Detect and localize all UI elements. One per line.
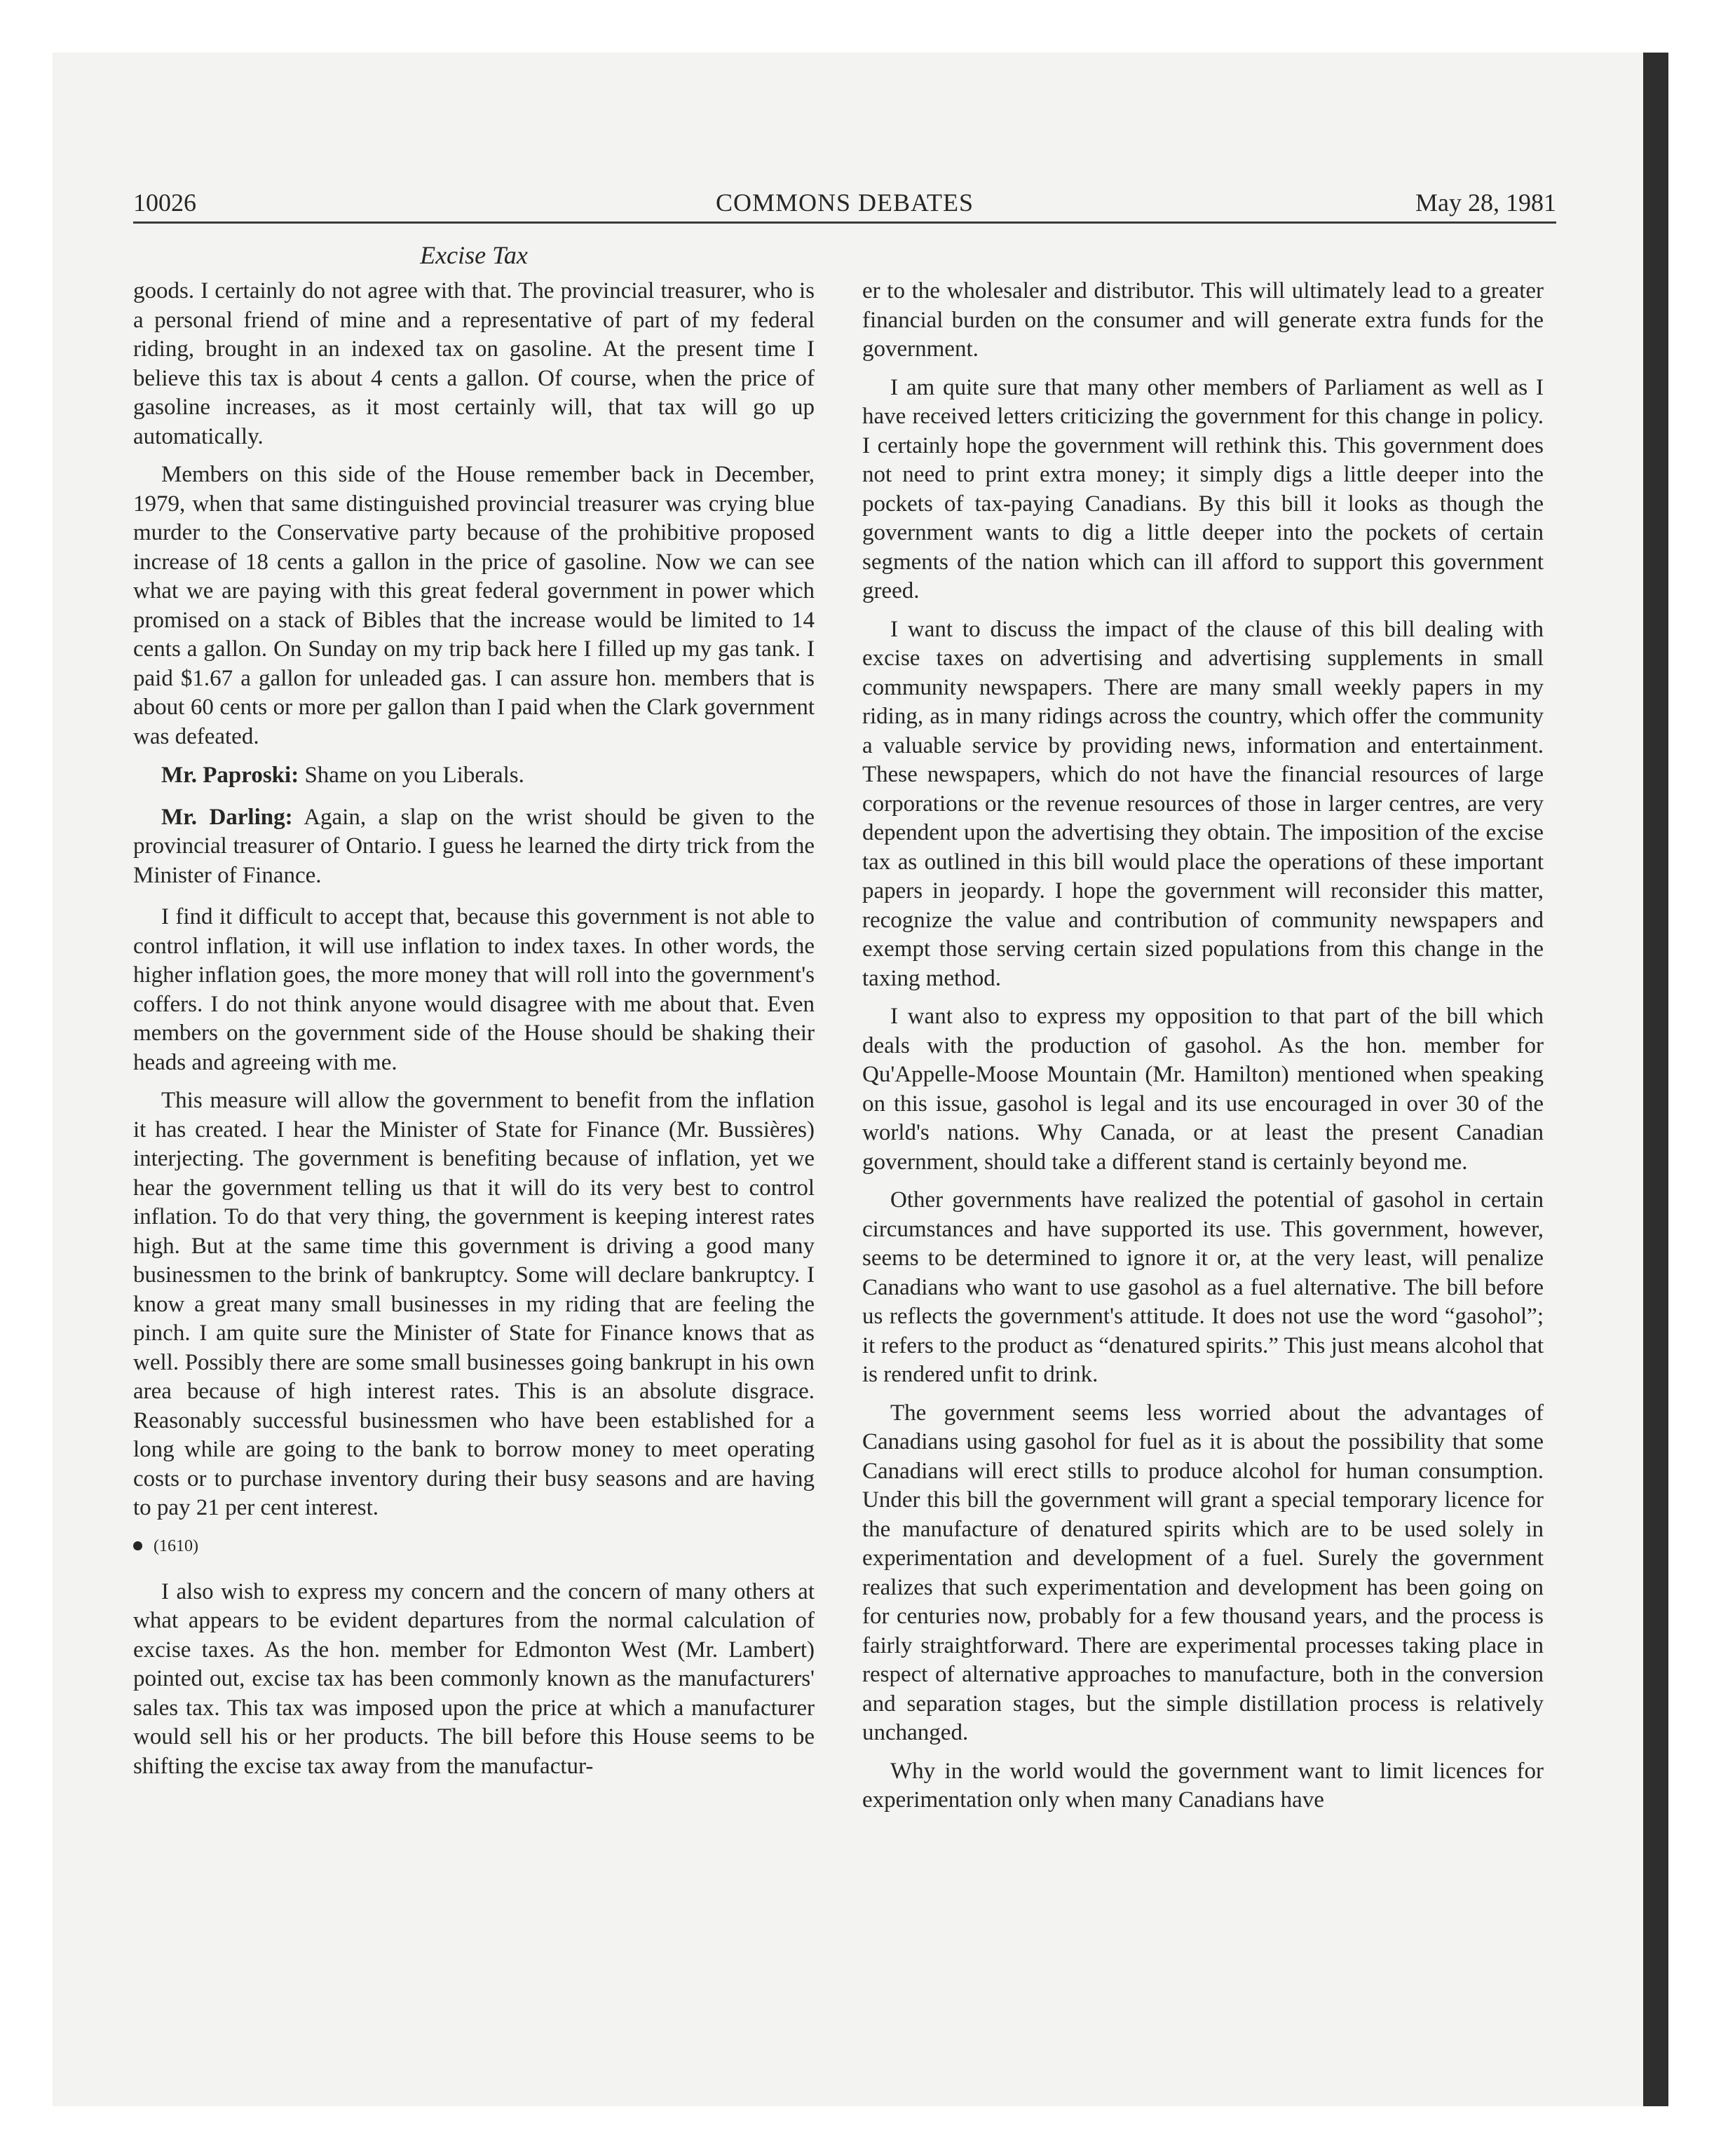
paragraph: I am quite sure that many other members of Parliament as well as I have received letters criticizing the government for this change in policy. I certainly hope the government will rethink this. This government does not need to print extra money; it simply digs a little deeper into the pockets of tax-paying Canadians. By this bill it looks as though the government wants to dig a little deeper into the pockets of certain segments of the nation which can ill afford to support this government greed. [862, 374, 1544, 603]
paragraph: This measure will allow the government to benefit from the inflation it has created. I hear the Minister of State for Finance (Mr. Bussières) interjecting. The government is benefiting because of inflation, yet we hear the government telling us that it will do its very best to control inflation. To do that very thing, the government is keeping interest rates high. But at the same time this government is driving a good many businessmen to the brink of bankruptcy. Some will declare bankruptcy. I know a great many small businesses in my riding that are feeling the pinch. I am quite sure the Minister of State for Finance knows that as well. Possibly there are some small businesses going bankrupt in his own area because of high interest rates. This is an absolute disgrace. Reasonably successful businessmen who have been established for a long while are going to the bank to borrow money to meet operating costs or to purchase inventory during their busy seasons and are having to pay 21 per cent interest. [133, 1088, 815, 1520]
paragraph: Members on this side of the House remember back in December, 1979, when that same distinguished provincial treasurer was crying blue murder to the Conservative party because of the prohibitive proposed increase of 18 cents a gallon in the price of gasoline. Now we can see what we are paying with this great federal government in power which promised on a stack of Bibles that the increase would be limited to 14 cents a gallon. On Sunday on my trip back here I filled up my gas tank. I paid $1.67 a gallon for unleaded gas. I can assure hon. members that is about 60 cents or more per gallon than I paid when the Clark government was defeated. [133, 462, 815, 749]
paragraph: I want also to express my opposition to that part of the bill which deals with the production of gasohol. As the hon. member for Qu'Appelle-Moose Mountain (Mr. Hamilton) mentioned when speaking on this issue, gasohol is legal and its use encouraged in over 30 of the world's nations. Why Canada, or at least the present Canadian government, should take a different stand is certainly beyond me. [862, 1004, 1544, 1175]
left-column [133, 277, 815, 1790]
time-marker [133, 1536, 815, 1557]
bullet-icon [133, 1541, 142, 1550]
paragraph: I want to discuss the impact of the clause of this bill dealing with excise taxes on advertising and advertising supplements in small community newspapers. There are many small weekly papers in my riding, as in many ridings across the country, which offer the community a valuable service by providing news, information and entertainment. These newspapers, which do not have the financial resources of large corporations or the revenue resources of those in larger centres, are very dependent upon the advertising they obtain. The imposition of the excise tax as outlined in this bill would place the operations of these important papers in jeopardy. I hope the government will reconsider this matter, recognize the value and contribution of community newspapers and exempt those serving certain sized populations from this change in the taxing method. [862, 616, 1544, 991]
speech-text: Shame on you Liberals. [304, 763, 524, 788]
header-rule [133, 221, 1556, 224]
paragraph: er to the wholesaler and distributor. This will ultimately lead to a greater financial burden on the consumer and will generate extra funds for the government. [862, 278, 1544, 362]
speech-darling [133, 803, 815, 891]
section-title: Excise Tax [420, 241, 528, 269]
speech-text: Again, a slap on the wrist should be given to the provincial treasurer of Ontario. I guess he learned the dirty trick from the Minister of Finance. [133, 804, 815, 888]
speech-paproski [133, 761, 815, 791]
publication-title: COMMONS DEBATES [715, 189, 974, 217]
paragraph: Why in the world would the government want to limit licences for experimentation only when many Canadians have [862, 1758, 1544, 1813]
paragraph: The government seems less worried about the advantages of Canadians using gasohol for fuel as it is about the possibility that some Canadians will erect stills to produce alcohol for human consumption. Under this bill the government will grant a special temporary licence for the manufacture of denatured spirits which are to be used solely in experimentation and development of a fuel. Surely the government realizes that such experimentation and development has been going on for centuries now, probably for a few thousand years, and the process is fairly straightforward. There are experimental processes taking place in respect of alternative approaches to manufacture, both in the conversion and separation stages, but the simple distillation process is relatively unchanged. [862, 1400, 1544, 1745]
right-column [862, 277, 1544, 1824]
page-number: 10026 [133, 189, 196, 217]
paragraph: I find it difficult to accept that, because this government is not able to control inflation, it will use inflation to index taxes. In other words, the higher inflation goes, the more money that will roll into the government's coffers. I do not think anyone would disagree with me about that. Even members on the government side of the House should be shaking their heads and agreeing with me. [133, 904, 815, 1075]
page-header [133, 184, 1556, 221]
publication-date: May 28, 1981 [1415, 189, 1556, 217]
scan-edge [1643, 53, 1668, 2106]
paragraph: Other governments have realized the potential of gasohol in certain circumstances and have supported its use. This government, however, seems to be determined to ignore it or, at the very least, will penalize Canadians who want to use gasohol as a fuel alternative. The bill before us reflects the government's attitude. It does not use the word “gasohol”; it refers to the product as “denatured spirits.” This just means alcohol that is rendered unfit to drink. [862, 1187, 1544, 1387]
paragraph: goods. I certainly do not agree with that. The provincial treasurer, who is a personal friend of mine and a representative of part of my federal riding, brought in an indexed tax on gasoline. At the present time I believe this tax is about 4 cents a gallon. Of course, when the price of gasoline increases, as it most certainly will, that tax will go up automatically. [133, 278, 815, 449]
speaker-name: Mr. Darling: [161, 804, 293, 830]
speaker-name: Mr. Paproski: [161, 763, 299, 788]
paragraph: I also wish to express my concern and the concern of many others at what appears to be evident departures from the normal calculation of excise taxes. As the hon. member for Edmonton West (Mr. Lambert) pointed out, excise tax has been commonly known as the manufacturers' sales tax. This tax was imposed upon the price at which a manufacturer would sell his or her products. The bill before this House seems to be shifting the excise tax away from the manufactur- [133, 1578, 815, 1779]
time-marker-text: (1610) [154, 1536, 198, 1555]
